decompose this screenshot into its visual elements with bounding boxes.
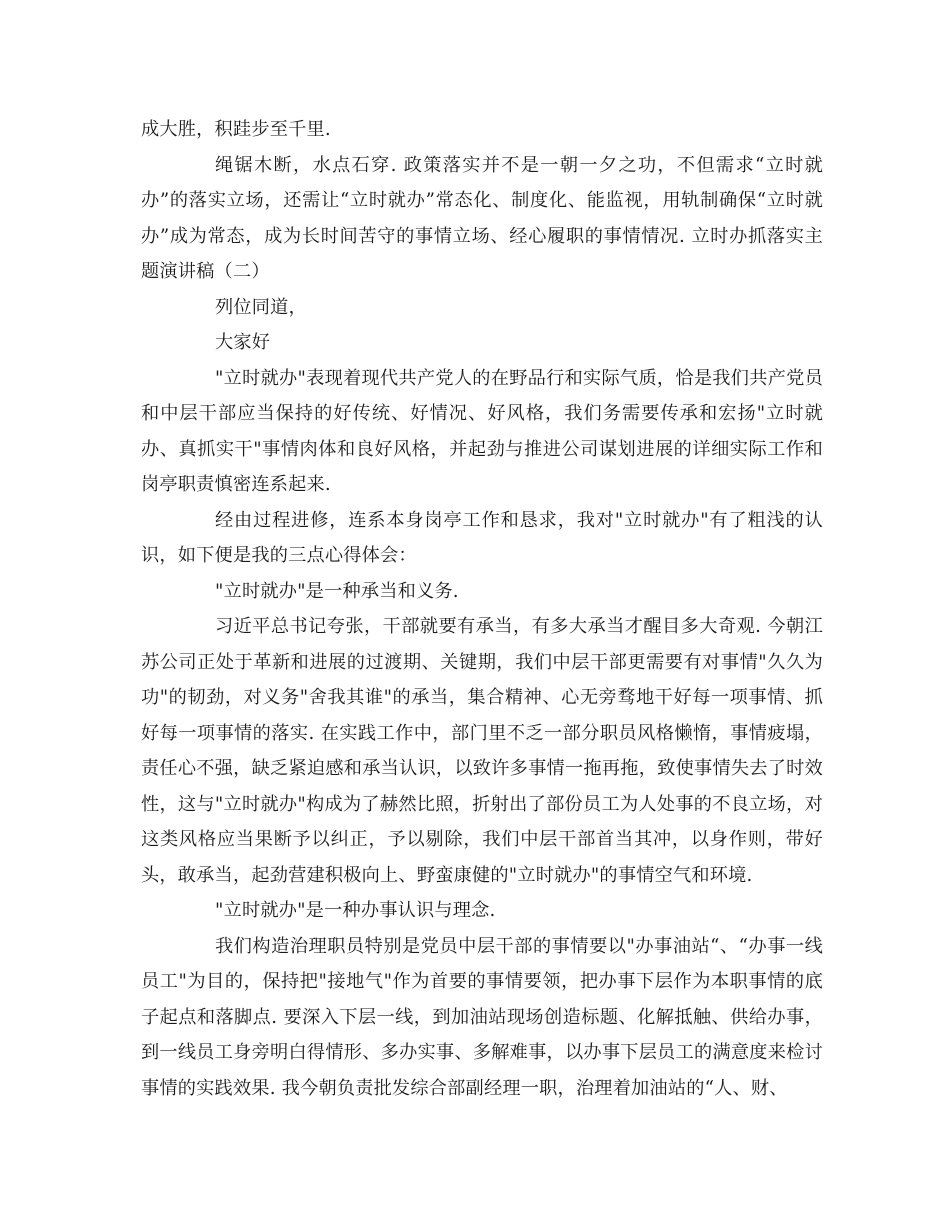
paragraph-4: 大家好 <box>215 332 271 353</box>
document-body <box>141 112 823 1106</box>
paragraph-5: "立时就办"表现着现代共产党人的在野品行和实际气质，恰是我们共产党员和中层干部应当保持的好传统、好情况、好风格，我们务需要传承和宏扬"立时就办、真抓实干"事情肉体和良好风格，并起劲与推进公司谋划进展的详细实际工作和岗亭职责慎密连系起来. <box>141 367 823 495</box>
paragraph-1: 成大胜，积跬步至千里. <box>141 119 331 140</box>
paragraph-6: 经由过程进修，连系本身岗亭工作和恳求，我对"立时就办"有了粗浅的认识，如下便是我的三点心得体会： <box>141 509 823 566</box>
paragraph-2: 绳锯木断，水点石穿. 政策落实并不是一朝一夕之功，不但需求“立时就办”的落实立场，还需让“立时就办”常态化、制度化、能监视，用轨制确保“立时就办”成为常态，成为长时间苦守的事情立场、经心履职的事情情况. 立时办抓落实主题演讲稿（二） <box>141 154 823 282</box>
paragraph-9: "立时就办"是一种办事认识与理念. <box>215 900 496 921</box>
paragraph-8: 习近平总书记夸张，干部就要有承当，有多大承当才醒目多大奇观. 今朝江苏公司正处于革新和进展的过渡期、关键期，我们中层干部更需要有对事情"久久为功"的韧劲，对义务"舍我其谁"的承当，集合精神、心无旁骛地干好每一项事情、抓好每一项事情的落实. 在实践工作中，部门里不乏一部分职员风格懒惰，事情疲塌，责任心不强，缺乏紧迫感和承当认识，以致许多事情一拖再拖，致使事情失去了时效性，这与"立时就办"构成为了赫然比照，折射出了部份员工为人处事的不良立场，对这类风格应当果断予以纠正，予以剔除，我们中层干部首当其冲，以身作则，带好头，敢承当，起劲营建积极向上、野蛮康健的"立时就办"的事情空气和环境. <box>141 616 823 886</box>
paragraph-10: 我们构造治理职员特别是党员中层干部的事情要以"办事油站“、“办事一线员工"为目的，保持把"接地气"作为首要的事情要领，把办事下层作为本职事情的底子起点和落脚点. 要深入下层一线，到加油站现场创造标题、化解抵触、供给办事，到一线员工身旁明白得情形、多办实事、多解难事，以办事下层员工的满意度来检讨事情的实践效果. 我今朝负责批发综合部副经理一职，治理着加油站的“人、财、 <box>141 935 823 1099</box>
paragraph-3: 列位同道， <box>215 296 307 318</box>
paragraph-7: "立时就办"是一种承当和义务. <box>215 580 459 602</box>
